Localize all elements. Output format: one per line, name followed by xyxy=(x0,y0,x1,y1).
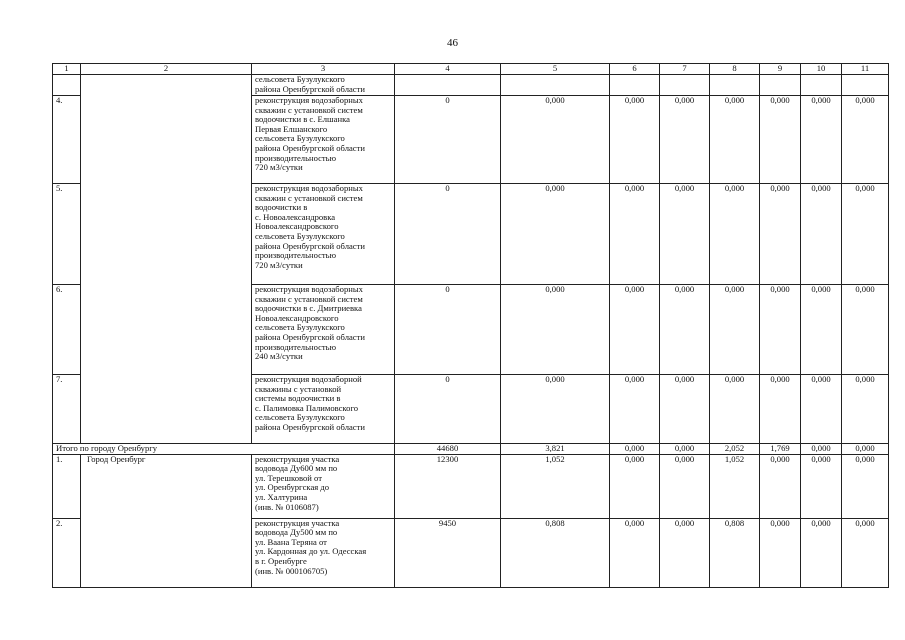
table-row-continuation xyxy=(53,75,889,96)
value-cell: 0,000 xyxy=(660,285,710,375)
value-cell: 1,052 xyxy=(710,454,760,518)
municipality-cell xyxy=(81,75,252,444)
column-header: 5 xyxy=(501,64,610,75)
value-cell: 0,000 xyxy=(842,454,889,518)
column-header: 8 xyxy=(710,64,760,75)
value-cell: 9450 xyxy=(395,518,501,587)
value-cell: 0 xyxy=(395,285,501,375)
value-cell: 0,000 xyxy=(801,454,842,518)
value-cell: 0,000 xyxy=(710,375,760,444)
index-cell xyxy=(53,75,81,96)
page-number: 46 xyxy=(447,37,458,49)
measure-text: сельсовета Бузулукского района Оренбургской области xyxy=(252,75,395,96)
value-cell: 0,000 xyxy=(842,184,889,285)
column-header: 11 xyxy=(842,64,889,75)
value-cell: 0,000 xyxy=(710,184,760,285)
column-header: 10 xyxy=(801,64,842,75)
value-cell: 0,000 xyxy=(501,96,610,184)
total-value: 1,769 xyxy=(760,444,801,455)
value-cell: 0,000 xyxy=(760,454,801,518)
value-cell: 0,000 xyxy=(842,518,889,587)
column-header: 3 xyxy=(252,64,395,75)
row-index: 4. xyxy=(53,96,81,184)
column-header: 4 xyxy=(395,64,501,75)
municipality-cell: Город Оренбург xyxy=(81,454,252,587)
measure-text: реконструкция участка водовода Ду500 мм по ул. Ваана Теряна от ул. Кардонная до ул. Одесская в г. Оренбурге (инв. № 000106705) xyxy=(252,518,395,587)
value-cell: 0,000 xyxy=(842,375,889,444)
value-cell: 0,000 xyxy=(660,518,710,587)
value-cell: 0 xyxy=(395,184,501,285)
value-cell: 0,000 xyxy=(801,96,842,184)
value-cell: 1,052 xyxy=(501,454,610,518)
row-index: 6. xyxy=(53,285,81,375)
value-cell: 0,808 xyxy=(501,518,610,587)
value-cell: 0,000 xyxy=(501,285,610,375)
total-value: 0,000 xyxy=(842,444,889,455)
measure-text: реконструкция водозаборных скважин с установкой систем водоочистки в с. Дмитриевка Новоалександровского сельсовета Бузулукского района Оренбургской области производительностью 240 м3/сутки xyxy=(252,285,395,375)
value-cell: 0,000 xyxy=(801,375,842,444)
value-cell: 0,000 xyxy=(801,285,842,375)
value-cell: 0,000 xyxy=(710,285,760,375)
column-header: 2 xyxy=(81,64,252,75)
value-cell: 0,000 xyxy=(610,454,660,518)
column-header: 1 xyxy=(53,64,81,75)
value-cell: 0,000 xyxy=(842,285,889,375)
value-cell: 0,000 xyxy=(501,184,610,285)
row-index: 1. xyxy=(53,454,81,518)
measure-text: реконструкция водозаборных скважин с установкой систем водоочистки в с. Новоалександровка Новоалександровского сельсовета Бузулукского района Оренбургской области производительностью 720 м3/сутки xyxy=(252,184,395,285)
column-header: 9 xyxy=(760,64,801,75)
value-cell: 12300 xyxy=(395,454,501,518)
total-value: 0,000 xyxy=(660,444,710,455)
value-cell: 0,000 xyxy=(660,375,710,444)
column-header: 6 xyxy=(610,64,660,75)
total-row xyxy=(53,444,889,455)
value-cell: 0,000 xyxy=(760,375,801,444)
value-cell: 0,000 xyxy=(610,184,660,285)
row-index: 5. xyxy=(53,184,81,285)
total-value: 0,000 xyxy=(610,444,660,455)
value-cell: 0 xyxy=(395,375,501,444)
value-cell: 0,000 xyxy=(610,375,660,444)
value-cell: 0,000 xyxy=(610,96,660,184)
total-label: Итого по городу Оренбургу xyxy=(53,444,395,455)
value-cell: 0,000 xyxy=(660,96,710,184)
measure-text: реконструкция водозаборных скважин с установкой систем водоочистки в с. Елшанка Первая Елшанского сельсовета Бузулукского района Оренбургской области производительностью 720 м3/сутки xyxy=(252,96,395,184)
value-cell: 0,000 xyxy=(660,454,710,518)
row-index: 2. xyxy=(53,518,81,587)
value-cell: 0,000 xyxy=(760,96,801,184)
value-cell: 0,000 xyxy=(801,184,842,285)
value-cell: 0,000 xyxy=(760,518,801,587)
value-cell: 0,000 xyxy=(760,285,801,375)
value-cell: 0,000 xyxy=(801,518,842,587)
total-value: 0,000 xyxy=(801,444,842,455)
row-index: 7. xyxy=(53,375,81,444)
value-cell: 0,000 xyxy=(660,184,710,285)
value-cell: 0,808 xyxy=(710,518,760,587)
total-value: 44680 xyxy=(395,444,501,455)
table-row xyxy=(53,454,889,518)
value-cell: 0,000 xyxy=(610,285,660,375)
investment-table xyxy=(52,63,889,588)
value-cell: 0,000 xyxy=(760,184,801,285)
header-row xyxy=(53,64,889,75)
measure-text: реконструкция водозаборной скважины с установкой системы водоочистки в с. Палимовка Палимовского сельсовета Бузулукского района Оренбургской области xyxy=(252,375,395,444)
total-value: 2,052 xyxy=(710,444,760,455)
total-value: 3,821 xyxy=(501,444,610,455)
column-header: 7 xyxy=(660,64,710,75)
value-cell: 0,000 xyxy=(710,96,760,184)
value-cell: 0 xyxy=(395,96,501,184)
value-cell: 0,000 xyxy=(610,518,660,587)
value-cell: 0,000 xyxy=(501,375,610,444)
value-cell: 0,000 xyxy=(842,96,889,184)
measure-text: реконструкция участка водовода Ду600 мм по ул. Терешковой от ул. Оренбургская до ул. Халтурина (инв. № 0106087) xyxy=(252,454,395,518)
